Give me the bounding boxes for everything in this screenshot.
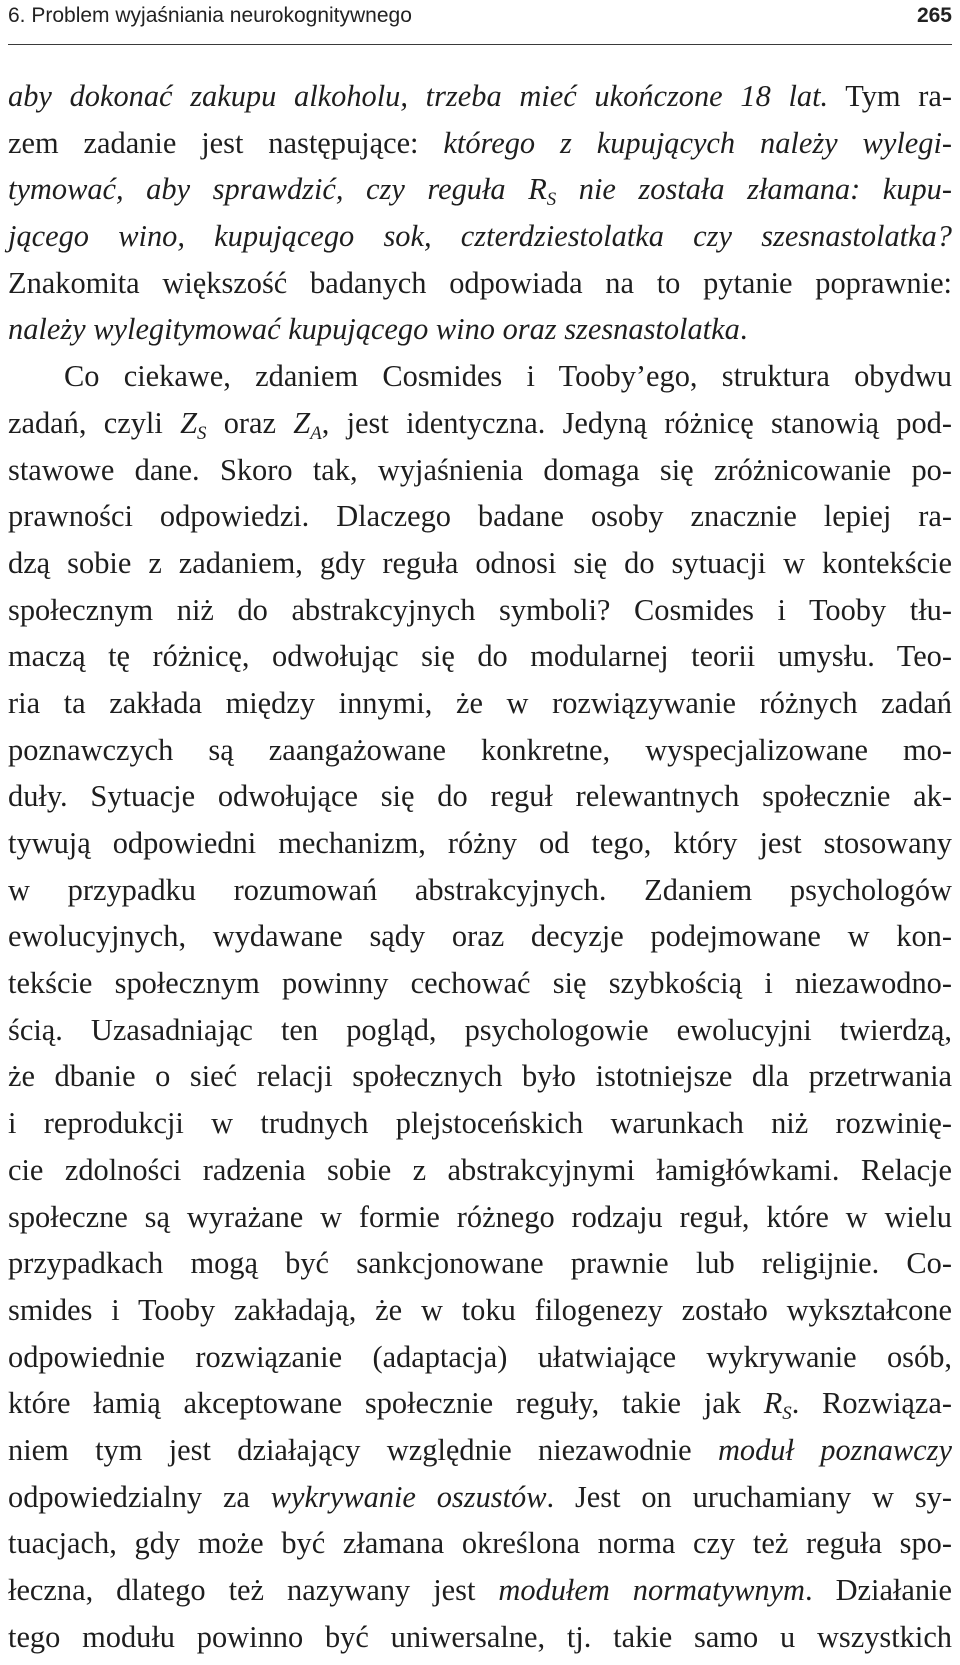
text-segment: . Działanie (804, 1573, 952, 1607)
italic-text: jącego wino, kupującego sok, czterdziestolatka czy szesnastolatka? (8, 219, 952, 254)
italic-text: Z (293, 405, 311, 440)
text-segment: Tym ra- (828, 79, 952, 113)
text-line (8, 1007, 952, 1054)
chapter-title: 6. Problem wyjaśniania neurokognitywnego (8, 4, 412, 27)
text-line (8, 820, 952, 867)
text-line (8, 1520, 952, 1567)
text-line (8, 1567, 952, 1614)
text-line (8, 120, 952, 167)
text-segment: . (739, 312, 748, 347)
text-segment: stawowe dane. Skoro tak, wyjaśnienia domaga się zróżnicowanie po- (8, 452, 952, 487)
text-segment: ścią. Uzasadniając ten pogląd, psychologowie ewolucyjni twierdzą, (8, 1012, 952, 1047)
italic-text: tymować, aby sprawdzić, czy reguła R (8, 172, 547, 207)
text-segment: tywują odpowiedni mechanizm, różny od tego, który jest stosowany (8, 826, 952, 860)
text-segment: ewolucyjnych, wydawane sądy oraz decyzje podejmowane w kon- (8, 919, 952, 954)
text-line (8, 680, 952, 727)
text-line (8, 1474, 952, 1521)
text-segment: dzą sobie z zadaniem, gdy reguła odnosi się do sytuacji w kontekście (8, 545, 952, 580)
text-line (8, 1240, 952, 1287)
text-segment: społeczne są wyrażane w formie różnego rodzaju reguł, które w wielu (8, 1199, 952, 1234)
running-header (8, 0, 952, 45)
text-line (8, 960, 952, 1007)
text-segment: odpowiednie rozwiązanie (adaptacja) ułatwiające wykrywanie osób, (8, 1339, 952, 1374)
page-number: 265 (916, 4, 952, 27)
text-line (8, 540, 952, 587)
text-segment: zadań, czyli (8, 405, 181, 440)
text-line (8, 773, 952, 820)
text-segment: zem zadanie jest następujące: (8, 125, 444, 160)
text-segment: duły. Sytuacje odwołujące się do reguł relewantnych społecznie ak- (8, 779, 952, 814)
text-segment: Co ciekawe, zdaniem Cosmides i Tooby’ego, struktura obydwu (64, 359, 952, 394)
text-line (8, 867, 952, 914)
italic-text: nie została złamana: kupu- (556, 172, 952, 207)
text-line (8, 353, 952, 400)
text-line (8, 493, 952, 540)
text-segment: tekście społecznym powinny cechować się szybkością i niezawodno- (8, 966, 952, 1001)
text-line (8, 400, 952, 447)
text-line (8, 1427, 952, 1474)
text-line (8, 1194, 952, 1241)
text-segment: Znakomita większość badanych odpowiada na to pytanie poprawnie: (8, 265, 952, 300)
subscript: S (782, 1403, 792, 1425)
text-line (8, 913, 952, 960)
text-segment: poznawczych są zaangażowane konkretne, wyspecjalizowane mo- (8, 732, 952, 767)
text-segment: oraz (206, 405, 294, 440)
italic-text: aby dokonać zakupu alkoholu, trzeba mieć ukończone 18 lat. (8, 79, 829, 113)
text-segment: łeczna, dlatego też nazywany jest (8, 1573, 499, 1607)
text-segment: że dbanie o sieć relacji społecznych było istotniejsze dla przetrwania (8, 1059, 952, 1094)
text-segment: ria ta zakłada między innymi, że w rozwiązywanie różnych zadań (8, 685, 952, 720)
text-line (8, 306, 952, 353)
text-segment: przypadkach mogą być sankcjonowane prawnie lub religijnie. Co- (8, 1246, 952, 1281)
text-segment: społecznym niż do abstrakcyjnych symboli? Cosmides i Tooby tłu- (8, 592, 952, 627)
italic-text: moduł poznawczy (717, 1432, 952, 1467)
text-segment: które łamią akceptowane społecznie reguły, takie jak (8, 1386, 764, 1421)
text-line (8, 633, 952, 680)
subscript: S (197, 422, 207, 444)
text-segment: smides i Tooby zakładają, że w toku filogenezy zostało wykształcone (8, 1292, 952, 1327)
text-line (8, 1614, 952, 1661)
italic-text: należy wylegitymować kupującego wino oraz szesnastolatka (8, 312, 740, 347)
body-text (8, 73, 952, 1660)
text-segment: w przypadku rozumowań abstrakcyjnych. Zdaniem psychologów (8, 872, 952, 907)
text-segment: , jest identyczna. Jedyną różnicę stanowią pod- (321, 405, 952, 440)
text-line (8, 1380, 952, 1427)
text-segment: niem tym jest działający względnie niezawodnie (8, 1432, 718, 1467)
text-line (8, 1100, 952, 1147)
subscript: A (310, 422, 322, 444)
text-segment: tuacjach, gdy może być złamana określona norma czy też reguła spo- (8, 1526, 952, 1561)
text-line (8, 1334, 952, 1381)
text-line (8, 727, 952, 774)
italic-text: Z (180, 405, 197, 440)
subscript: S (546, 189, 557, 211)
text-segment: . Rozwiąza- (791, 1386, 952, 1421)
text-line (8, 587, 952, 634)
text-segment: tego modułu powinno być uniwersalne, tj. takie samo u wszystkich (8, 1619, 952, 1654)
italic-text: R (763, 1386, 783, 1421)
text-segment: cie zdolności radzenia sobie z abstrakcyjnymi łamigłówkami. Relacje (8, 1152, 952, 1187)
text-line (8, 1287, 952, 1334)
text-line (8, 73, 952, 120)
text-segment: maczą tę różnicę, odwołując się do modularnej teorii umysłu. Teo- (8, 639, 952, 674)
text-segment: prawności odpowiedzi. Dlaczego badane osoby znacznie lepiej ra- (8, 499, 952, 534)
text-segment: i reprodukcji w trudnych plejstoceńskich warunkach niż rozwinię- (8, 1106, 952, 1141)
text-line (8, 1053, 952, 1100)
text-line (8, 1147, 952, 1194)
text-line (8, 447, 952, 494)
text-segment: . Jest on uruchamiany w sy- (546, 1479, 952, 1514)
italic-text: którego z kupujących należy wylegi- (443, 125, 953, 160)
text-segment: odpowiedzialny za (8, 1479, 271, 1514)
text-line (8, 166, 952, 213)
italic-text: wykrywanie oszustów (270, 1479, 547, 1514)
italic-text: modułem normatywnym (498, 1573, 805, 1607)
text-line (8, 213, 952, 260)
text-line (8, 260, 952, 307)
